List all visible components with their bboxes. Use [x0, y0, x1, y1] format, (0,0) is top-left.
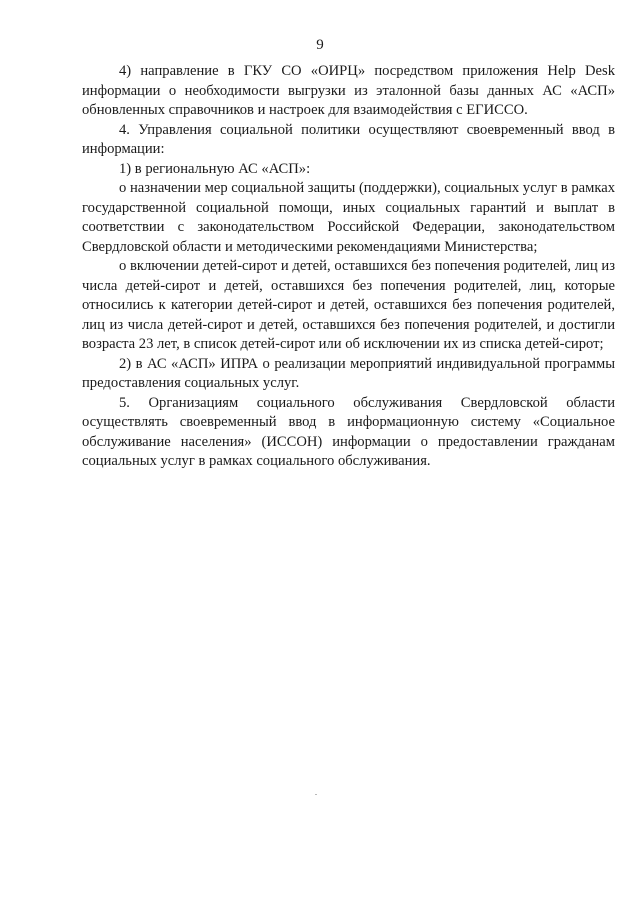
paragraph-section-5-isson: 5. Организациям социального обслуживания Свердловской области осуществлять своевременный ввод в информационную систему «Социальное обслуживание населения» (ИССОН) информации о предоставлении гражданам социальных услуг в рамках социального обслуживания.: [82, 394, 615, 469]
paragraph-section-4-heading: 4. Управления социальной политики осуществляют своевременный ввод в информации:: [82, 121, 615, 157]
paragraph-item-4-help-desk: 4) направление в ГКУ СО «ОИРЦ» посредством приложения Help Desk информации о необходимости выгрузки из эталонной базы данных АС «АСП» обновленных справочников и настроек для взаимодействия с ЕГИССО.: [82, 63, 615, 118]
paragraph-orphans-list: о включении детей-сирот и детей, оставшихся без попечения родителей, лиц из числа детей-сирот и детей, оставшихся без попечения родителей, лиц, которые относились к категории детей-сирот и детей, оставшихся без попечения родителей, лиц из числа детей-сирот и детей, оставшихся без попечения родителей, и достигли возраста 23 лет, в список детей-сирот или об исключении их из списка детей-сирот;: [82, 258, 615, 352]
scan-speck: [315, 794, 317, 795]
page-number: 9: [316, 37, 324, 53]
paragraph-social-support-measures: о назначении мер социальной защиты (поддержки), социальных услуг в рамках государственной социальной помощи, иных социальных гарантий и выплат в соответствии с законодательством Российской Федерации, законодательством Свердловской области и методическими рекомендациями Министерства;: [82, 180, 615, 255]
document-body: [82, 62, 615, 472]
paragraph-subitem-2-ipra: 2) в АС «АСП» ИПРА о реализации мероприятий индивидуальной программы предоставления социальных услуг.: [82, 355, 615, 391]
paragraph-subitem-1-asp: 1) в региональную АС «АСП»:: [119, 160, 311, 177]
